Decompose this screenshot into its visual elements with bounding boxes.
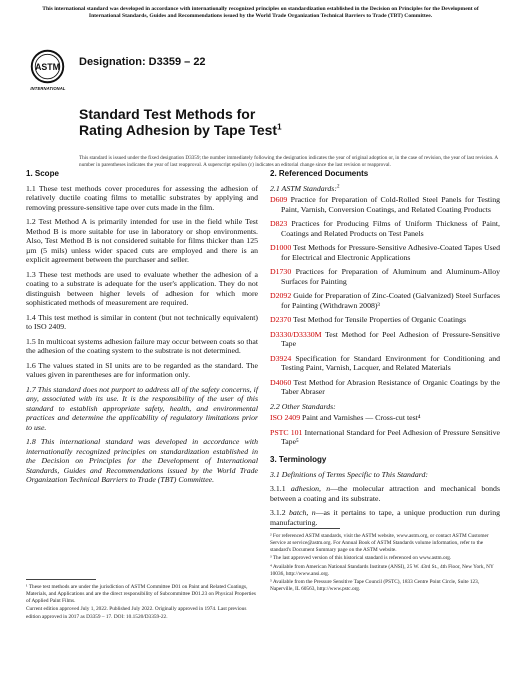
ref-code-link[interactable]: D609 (270, 195, 288, 205)
astm-ref-7 (270, 354, 500, 373)
footnote-4: ⁴ Available from American National Standards Institute (ANSI), 25 W. 43rd St., 4th Floor, New York, NY 10036, http://www.ansi.org. (270, 563, 494, 577)
scope-1-3: 1.3 These test methods are used to evaluate whether the adhesion of a coating to a substrate is adequate for the user's application. They do not distinguish between higher levels of adhesion for which more sophisticated methods of measurement are required. (26, 269, 258, 308)
ref-code-link[interactable]: D2370 (270, 315, 292, 325)
scope-heading: 1. Scope (26, 169, 59, 178)
logo-text: ASTM (35, 62, 60, 72)
ref-title: Test Method for Peel Adhesion of Pressure-Sensitive Tape (281, 329, 500, 349)
ref-code-link[interactable]: D3330/D3330M (270, 329, 322, 339)
title-line-2: Rating Adhesion by Tape Test$^1$ (79, 121, 282, 138)
issue-note: This standard is issued under the fixed designation D3359; the number immediately following the designation indicates the year of original adoption or, in the case of revision, the year of last revision. A number in parentheses indicates the year of last reapproval. A superscript epsilon (ε) indicates an editorial change since the last revision or reapproval. (79, 155, 498, 168)
footnotes-right (270, 533, 500, 594)
ref-title: Test Method for Abrasion Resistance of Organic Coatings by the Taber Abraser (281, 377, 500, 397)
astm-standards-label: 2.1 ASTM Standards:$^2$ (270, 183, 340, 193)
ref-code-link[interactable]: ISO 2409 (270, 413, 301, 423)
logo-caption: INTERNATIONAL (30, 86, 66, 91)
astm-ref-4 (270, 291, 500, 310)
designation: Designation: D3359 – 22 (79, 56, 206, 68)
terminology-3-1: 3.1 Definitions of Terms Specific to This Standard: (270, 469, 428, 479)
scope-1-1: 1.1 These test methods cover procedures for assessing the adhesion of relatively ductile coating films to metallic substrates by applying and removing pressure-sensitive tape over cuts made in the film. (26, 183, 258, 212)
terminology-3-1-2: 3.1.2 batch, n—as it pertains to tape, a unique production run during manufacturing. (270, 508, 501, 527)
ref-title: Guide for Preparation of Zinc-Coated (Galvanized) Steel Surfaces for Painting (Withdrawn 2008)³ (281, 291, 500, 310)
scope-1-5: 1.5 In multicoat systems adhesion failure may occur between coats so that the adhesion of the coating system to the substrate is not determined. (26, 336, 258, 356)
footnote-5: ⁵ Available from the Pressure Sensitive Tape Council (PSTC), 1833 Centre Point Circle, Suite 123, Naperville, IL 60563, http://www.pstc.org. (270, 578, 480, 592)
scope-1-4: 1.4 This test method is similar in content (but not technically equivalent) to ISO 2409. (26, 312, 258, 332)
astm-ref-8 (270, 378, 500, 397)
scope-1-2: 1.2 Test Method A is primarily intended for use in the field while Test Method B is more suitable for use in laboratory or shop environments. Also, Test Method B is not considered suitable for films thicker than 125 µm (5 mils) unless wider spaced cuts are employed and there is an explicit agreement between the purchaser and seller. (26, 217, 258, 265)
ref-title: Paint and Varnishes — Cross-cut test⁴ (300, 413, 421, 423)
scope-1-6: 1.6 The values stated in SI units are to be regarded as the standard. The values given in parentheses are for information only. (26, 360, 258, 380)
ref-title: Practices for Producing Films of Uniform Thickness of Paint, Coatings and Related Products on Test Panels (281, 219, 500, 238)
astm-ref-5 (270, 315, 500, 325)
terminology-heading: 3. Terminology (270, 454, 327, 464)
astm-ref-1 (270, 219, 500, 238)
ref-code-link[interactable]: D1000 (270, 243, 292, 253)
ref-code-link[interactable]: D1730 (270, 267, 292, 277)
tbt-notice: This international standard was developed in accordance with internationally recognized principles on standardization established in the Decision on Principles for the Development of International Standards, Guides and Recommendations issued by the World Trade Organization Technical Barriers to Trade (TBT) Committee. (42, 6, 479, 20)
ref-title: Practice for Preparation of Cold-Rolled Steel Panels for Testing Paint, Varnish, Conversion Coatings, and Related Coating Products (281, 195, 500, 214)
footnote-2: ² For referenced ASTM standards, visit the ASTM website, www.astm.org, or contact ASTM Customer Service at service@astm.org. For Annual Book of ASTM Standards volume information, refer to the standard's Document Summary page on the ASTM website. (270, 533, 489, 554)
right-column (270, 169, 500, 532)
astm-ref-list (270, 195, 500, 397)
other-ref-1 (270, 428, 500, 447)
astm-ref-3 (270, 267, 500, 286)
astm-ref-0 (270, 195, 500, 214)
astm-logo-icon (30, 49, 65, 84)
astm-ref-6 (270, 330, 500, 349)
scope-1-8: 1.8 This international standard was developed in accordance with internationally recognized principles on standardization established in the Decision on Principles for the Development of International Standards, Guides and Recommendations issued by the World Trade Organization Technical Barriers to Trade (TBT) Committee. (26, 437, 258, 485)
ref-title: Test Method for Tensile Properties of Organic Coatings (291, 315, 466, 325)
ref-code-link[interactable]: D3924 (270, 353, 292, 363)
footnote-rule-left (26, 579, 96, 580)
ref-title: Specification for Standard Environment for Conditioning and Testing Paint, Varnish, Lacquer, and Related Materials (281, 353, 500, 373)
ref-title: Practices for Preparation of Aluminum and Aluminum-Alloy Surfaces for Painting (281, 267, 500, 286)
footnotes-left (26, 584, 258, 622)
terminology-3-1-1: 3.1.1 adhesion, n—the molecular attraction and mechanical bonds between a coating and its substrate. (270, 484, 500, 503)
footnote-edition: Current edition approved July 1, 2022. Published July 2022. Originally approved in 1974. Last previous edition approved in 2017 as D3359 – 17. DOI: 10.1520/D3359-22. (26, 606, 247, 620)
footnote-3: ³ The last approved version of this historical standard is referenced on www.astm.org. (270, 555, 452, 562)
title-line-1: Standard Test Methods for (79, 106, 256, 122)
other-ref-0 (270, 413, 500, 423)
ref-code-link[interactable]: D2092 (270, 291, 292, 301)
document-title (79, 107, 282, 138)
footnote-1: ¹ These test methods are under the jurisdiction of ASTM Committee D01 on Paint and Related Coatings, Materials, and Applications and are the direct responsibility of Subcommittee D01.23 on Physical Properties of Applied Paint Films. (26, 584, 256, 605)
other-standards-label: 2.2 Other Standards: (270, 401, 336, 411)
scope-1-7: 1.7 This standard does not purport to address all of the safety concerns, if any, associated with its use. It is the responsibility of the user of this standard to establish appropriate safety, health, and environmental practices and determine the applicability of regulatory limitations prior to use. (26, 384, 258, 432)
ref-title: Test Methods for Pressure-Sensitive Adhesive-Coated Tapes Used for Electrical and Electronic Applications (281, 243, 500, 262)
astm-ref-2 (270, 243, 500, 262)
left-column (26, 169, 258, 490)
refs-heading: 2. Referenced Documents (270, 169, 369, 178)
other-ref-list (270, 413, 500, 447)
ref-code-link[interactable]: D823 (270, 219, 288, 229)
ref-title: International Standard for Peel Adhesion of Pressure Sensitive Tape⁵ (281, 427, 500, 447)
ref-code-link[interactable]: PSTC 101 (270, 427, 303, 437)
ref-code-link[interactable]: D4060 (270, 377, 292, 387)
footnote-rule-right (270, 528, 340, 529)
